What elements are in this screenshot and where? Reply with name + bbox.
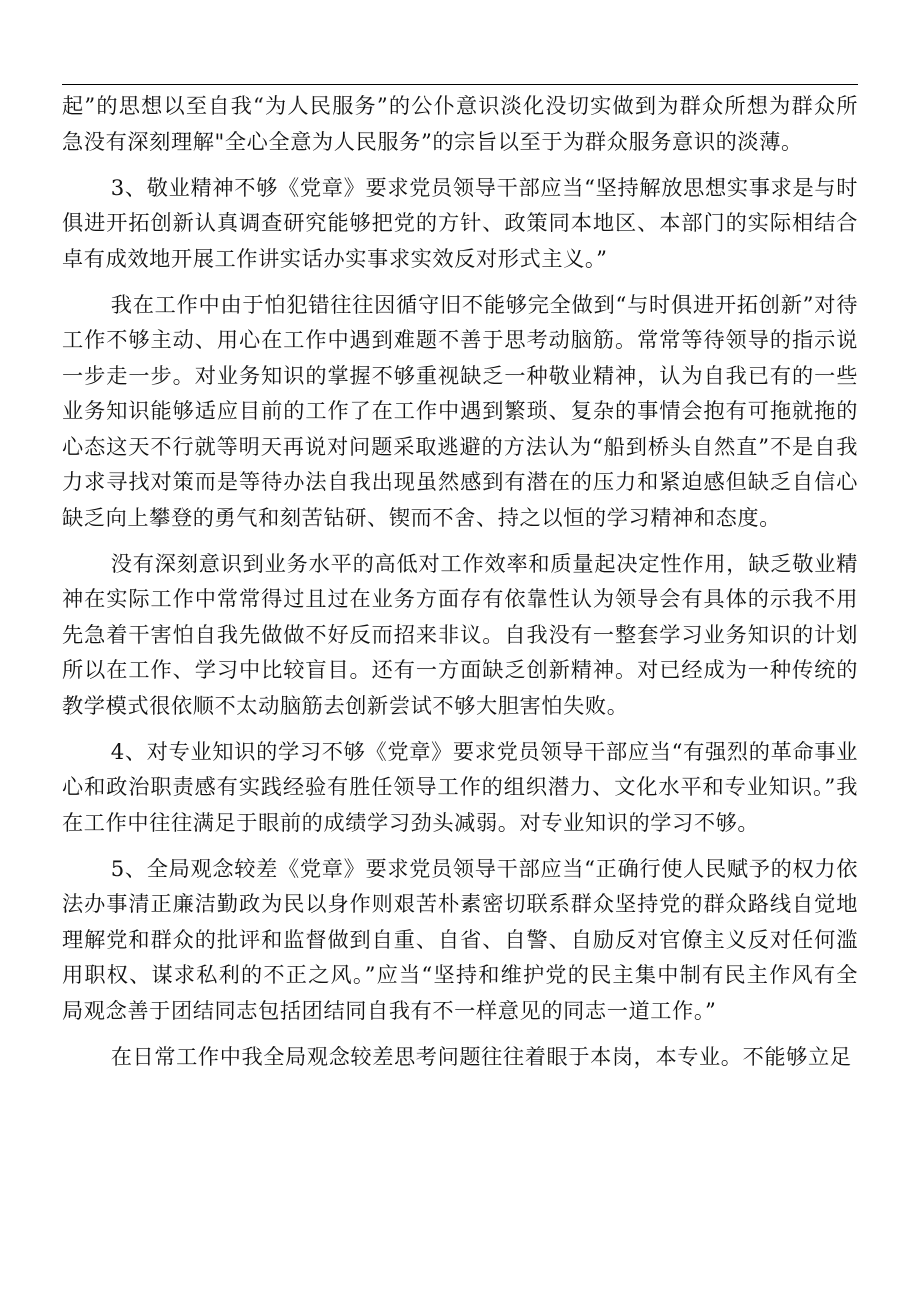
- paragraph-dedication: 3、敬业精神不够《党章》要求党员领导干部应当“坚持解放思想实事求是与时俱进开拓创新认真调查研究能够把党的方针、政策同本地区、本部门的实际相结合卓有成效地开展工作讲实话办实事求实效反对形式主义。”: [62, 174, 858, 271]
- paragraph-work-attitude: 我在工作中由于怕犯错往往因循守旧不能够完全做到“与时俱进开拓创新”对待工作不够主动、用心在工作中遇到难题不善于思考动脑筋。常常等待领导的指示说一步走一步。对业务知识的掌握不够重视缺乏一种敬业精神，认为自我已有的一些业务知识能够适应目前的工作了在工作中遇到繁琐、复杂的事情会抱有可拖就拖的心态这天不行就等明天再说对问题采取逃避的方法认为“船到桥头自然直”不是自我力求寻找对策而是等待办法自我出现虽然感到有潜在的压力和紧迫感但缺乏自信心缺乏向上攀登的勇气和刻苦钻研、锲而不舍、持之以恒的学习精神和态度。: [62, 291, 858, 530]
- paragraph-professional-knowledge: 4、对专业知识的学习不够《党章》要求党员领导干部应当“有强烈的革命事业心和政治职责感有实践经验有胜任领导工作的组织潜力、文化水平和专业知识。”我在工作中往往满足于眼前的成绩学习劲头减弱。对专业知识的学习不够。: [62, 738, 858, 835]
- paragraph-daily-work: 在日常工作中我全局观念较差思考问题往往着眼于本岗，本专业。不能够立足: [110, 1043, 852, 1069]
- header-rule: [62, 84, 858, 85]
- paragraph-continuation: 起”的思想以至自我“为人民服务”的公仆意识淡化没切实做到为群众所想为群众所急没有深刻理解"全心全意为人民服务”的宗旨以至于为群众服务意识的淡薄。: [62, 93, 858, 154]
- document-body: [62, 88, 858, 1085]
- paragraph-business-level: 没有深刻意识到业务水平的高低对工作效率和质量起决定性作用，缺乏敬业精神在实际工作中常常得过且过在业务方面存有依靠性认为领导会有具体的示我不用先急着干害怕自我先做做不好反而招来非议。自我没有一整套学习业务知识的计划所以在工作、学习中比较盲目。还有一方面缺乏创新精神。对已经成为一种传统的教学模式很依顺不太动脑筋去创新尝试不够大胆害怕失败。: [62, 550, 858, 718]
- paragraph-overall-view: 5、全局观念较差《党章》要求党员领导干部应当“正确行使人民赋予的权力依法办事清正廉洁勤政为民以身作则艰苦朴素密切联系群众坚持党的群众路线自觉地理解党和群众的批评和监督做到自重、自省、自警、自励反对官僚主义反对任何滥用职权、谋求私利的不正之风。”应当“坚持和维护党的民主集中制有民主作风有全局观念善于团结同志包括团结同自我有不一样意见的同志一道工作。”: [62, 855, 858, 1023]
